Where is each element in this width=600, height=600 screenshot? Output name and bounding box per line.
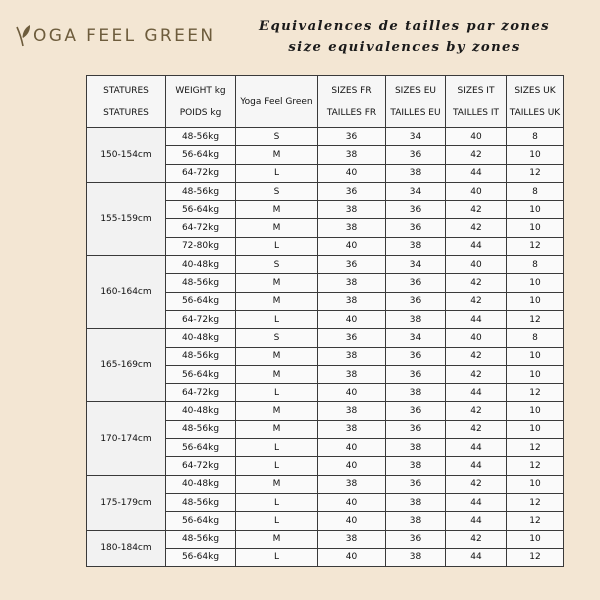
it-size-cell: 44 [446,457,507,475]
eu-size-cell: 36 [386,292,446,310]
it-size-cell: 44 [446,439,507,457]
it-size-cell: 42 [446,365,507,383]
header-sizes-fr: SIZES FR TAILLES FR [318,76,386,128]
weight-cell: 72-80kg [166,237,236,255]
uk-size-cell: 10 [507,274,564,292]
yfg-size-cell: M [236,201,318,219]
yfg-size-cell: M [236,475,318,493]
it-size-cell: 42 [446,347,507,365]
eu-size-cell: 36 [386,219,446,237]
weight-cell: 64-72kg [166,310,236,328]
leaf-y-logo-icon [14,24,32,48]
it-size-cell: 40 [446,256,507,274]
table-row [87,402,564,420]
it-size-cell: 42 [446,402,507,420]
eu-size-cell: 36 [386,420,446,438]
eu-size-cell: 38 [386,439,446,457]
eu-size-cell: 34 [386,182,446,200]
yfg-size-cell: S [236,128,318,146]
uk-size-cell: 12 [507,439,564,457]
yfg-size-cell: M [236,146,318,164]
fr-size-cell: 38 [318,475,386,493]
uk-size-cell: 10 [507,146,564,164]
fr-size-cell: 38 [318,402,386,420]
it-size-cell: 42 [446,274,507,292]
stature-cell: 170-174cm [87,402,166,475]
yfg-size-cell: L [236,164,318,182]
fr-size-cell: 40 [318,164,386,182]
it-size-cell: 44 [446,237,507,255]
yfg-size-cell: M [236,420,318,438]
weight-cell: 40-48kg [166,475,236,493]
yfg-size-cell: S [236,329,318,347]
it-size-cell: 44 [446,548,507,566]
header-weight: WEIGHT kg POIDS kg [166,76,236,128]
table-row [87,182,564,200]
uk-size-cell: 10 [507,420,564,438]
fr-size-cell: 36 [318,182,386,200]
fr-size-cell: 38 [318,420,386,438]
uk-size-cell: 8 [507,256,564,274]
weight-cell: 40-48kg [166,329,236,347]
yfg-size-cell: M [236,365,318,383]
fr-size-cell: 38 [318,530,386,548]
yfg-size-cell: M [236,274,318,292]
uk-size-cell: 10 [507,292,564,310]
table-body [87,128,564,567]
uk-size-cell: 12 [507,493,564,511]
uk-size-cell: 10 [507,201,564,219]
table-row [87,530,564,548]
it-size-cell: 42 [446,530,507,548]
fr-size-cell: 36 [318,329,386,347]
uk-size-cell: 12 [507,512,564,530]
fr-size-cell: 40 [318,237,386,255]
it-size-cell: 44 [446,512,507,530]
brand-name: OGA FEEL GREEN [33,26,216,46]
uk-size-cell: 12 [507,548,564,566]
header-yoga-feel-green: Yoga Feel Green [236,76,318,128]
fr-size-cell: 36 [318,256,386,274]
weight-cell: 56-64kg [166,439,236,457]
page-heading [259,16,550,58]
uk-size-cell: 10 [507,402,564,420]
fr-size-cell: 38 [318,365,386,383]
table-row [87,475,564,493]
stature-cell: 165-169cm [87,329,166,402]
weight-cell: 48-56kg [166,274,236,292]
it-size-cell: 42 [446,219,507,237]
eu-size-cell: 36 [386,530,446,548]
fr-size-cell: 38 [318,219,386,237]
fr-size-cell: 36 [318,128,386,146]
yfg-size-cell: L [236,512,318,530]
weight-cell: 48-56kg [166,347,236,365]
eu-size-cell: 36 [386,201,446,219]
it-size-cell: 44 [446,310,507,328]
it-size-cell: 40 [446,329,507,347]
yfg-size-cell: M [236,402,318,420]
stature-cell: 160-164cm [87,256,166,329]
fr-size-cell: 38 [318,292,386,310]
stature-cell: 180-184cm [87,530,166,567]
weight-cell: 64-72kg [166,457,236,475]
uk-size-cell: 8 [507,182,564,200]
it-size-cell: 42 [446,201,507,219]
heading-line-en: size equivalences by zones [288,40,521,55]
table-row [87,329,564,347]
yfg-size-cell: L [236,310,318,328]
eu-size-cell: 38 [386,310,446,328]
it-size-cell: 42 [446,146,507,164]
eu-size-cell: 36 [386,347,446,365]
yfg-size-cell: M [236,530,318,548]
weight-cell: 64-72kg [166,219,236,237]
fr-size-cell: 40 [318,384,386,402]
weight-cell: 48-56kg [166,420,236,438]
yfg-size-cell: L [236,384,318,402]
weight-cell: 64-72kg [166,164,236,182]
stature-cell: 175-179cm [87,475,166,530]
header-row [87,76,564,128]
yfg-size-cell: L [236,457,318,475]
yfg-size-cell: L [236,237,318,255]
fr-size-cell: 40 [318,457,386,475]
weight-cell: 56-64kg [166,365,236,383]
table-row [87,256,564,274]
weight-cell: 64-72kg [166,384,236,402]
uk-size-cell: 10 [507,365,564,383]
uk-size-cell: 12 [507,384,564,402]
brand-logo [14,24,216,48]
uk-size-cell: 10 [507,347,564,365]
size-equivalence-table [86,75,564,567]
fr-size-cell: 40 [318,310,386,328]
uk-size-cell: 8 [507,128,564,146]
uk-size-cell: 10 [507,530,564,548]
weight-cell: 48-56kg [166,493,236,511]
yfg-size-cell: M [236,347,318,365]
header-sizes-it: SIZES IT TAILLES IT [446,76,507,128]
weight-cell: 56-64kg [166,201,236,219]
header-sizes-eu: SIZES EU TAILLES EU [386,76,446,128]
it-size-cell: 40 [446,182,507,200]
it-size-cell: 44 [446,384,507,402]
fr-size-cell: 40 [318,548,386,566]
eu-size-cell: 38 [386,384,446,402]
yfg-size-cell: M [236,219,318,237]
weight-cell: 40-48kg [166,402,236,420]
yfg-size-cell: S [236,256,318,274]
fr-size-cell: 38 [318,146,386,164]
uk-size-cell: 12 [507,237,564,255]
header-sizes-uk: SIZES UK TAILLES UK [507,76,564,128]
table-row [87,128,564,146]
eu-size-cell: 36 [386,146,446,164]
uk-size-cell: 12 [507,164,564,182]
weight-cell: 48-56kg [166,182,236,200]
eu-size-cell: 38 [386,512,446,530]
stature-cell: 155-159cm [87,182,166,255]
it-size-cell: 42 [446,475,507,493]
eu-size-cell: 38 [386,237,446,255]
uk-size-cell: 12 [507,310,564,328]
fr-size-cell: 38 [318,274,386,292]
stature-cell: 150-154cm [87,128,166,183]
fr-size-cell: 40 [318,493,386,511]
eu-size-cell: 36 [386,475,446,493]
weight-cell: 56-64kg [166,146,236,164]
weight-cell: 40-48kg [166,256,236,274]
eu-size-cell: 34 [386,256,446,274]
uk-size-cell: 12 [507,457,564,475]
fr-size-cell: 40 [318,439,386,457]
yfg-size-cell: M [236,292,318,310]
yfg-size-cell: L [236,548,318,566]
eu-size-cell: 34 [386,329,446,347]
uk-size-cell: 10 [507,475,564,493]
eu-size-cell: 36 [386,402,446,420]
it-size-cell: 44 [446,164,507,182]
eu-size-cell: 38 [386,164,446,182]
weight-cell: 56-64kg [166,512,236,530]
fr-size-cell: 40 [318,512,386,530]
yfg-size-cell: L [236,439,318,457]
weight-cell: 48-56kg [166,530,236,548]
it-size-cell: 40 [446,128,507,146]
it-size-cell: 42 [446,420,507,438]
uk-size-cell: 8 [507,329,564,347]
weight-cell: 56-64kg [166,292,236,310]
fr-size-cell: 38 [318,201,386,219]
it-size-cell: 44 [446,493,507,511]
heading-line-fr: Equivalences de tailles par zones [259,19,550,34]
eu-size-cell: 38 [386,548,446,566]
yfg-size-cell: L [236,493,318,511]
eu-size-cell: 38 [386,457,446,475]
fr-size-cell: 38 [318,347,386,365]
weight-cell: 48-56kg [166,128,236,146]
eu-size-cell: 36 [386,365,446,383]
yfg-size-cell: S [236,182,318,200]
it-size-cell: 42 [446,292,507,310]
header-statures: STATURES STATURES [87,76,166,128]
eu-size-cell: 36 [386,274,446,292]
weight-cell: 56-64kg [166,548,236,566]
uk-size-cell: 10 [507,219,564,237]
eu-size-cell: 34 [386,128,446,146]
eu-size-cell: 38 [386,493,446,511]
